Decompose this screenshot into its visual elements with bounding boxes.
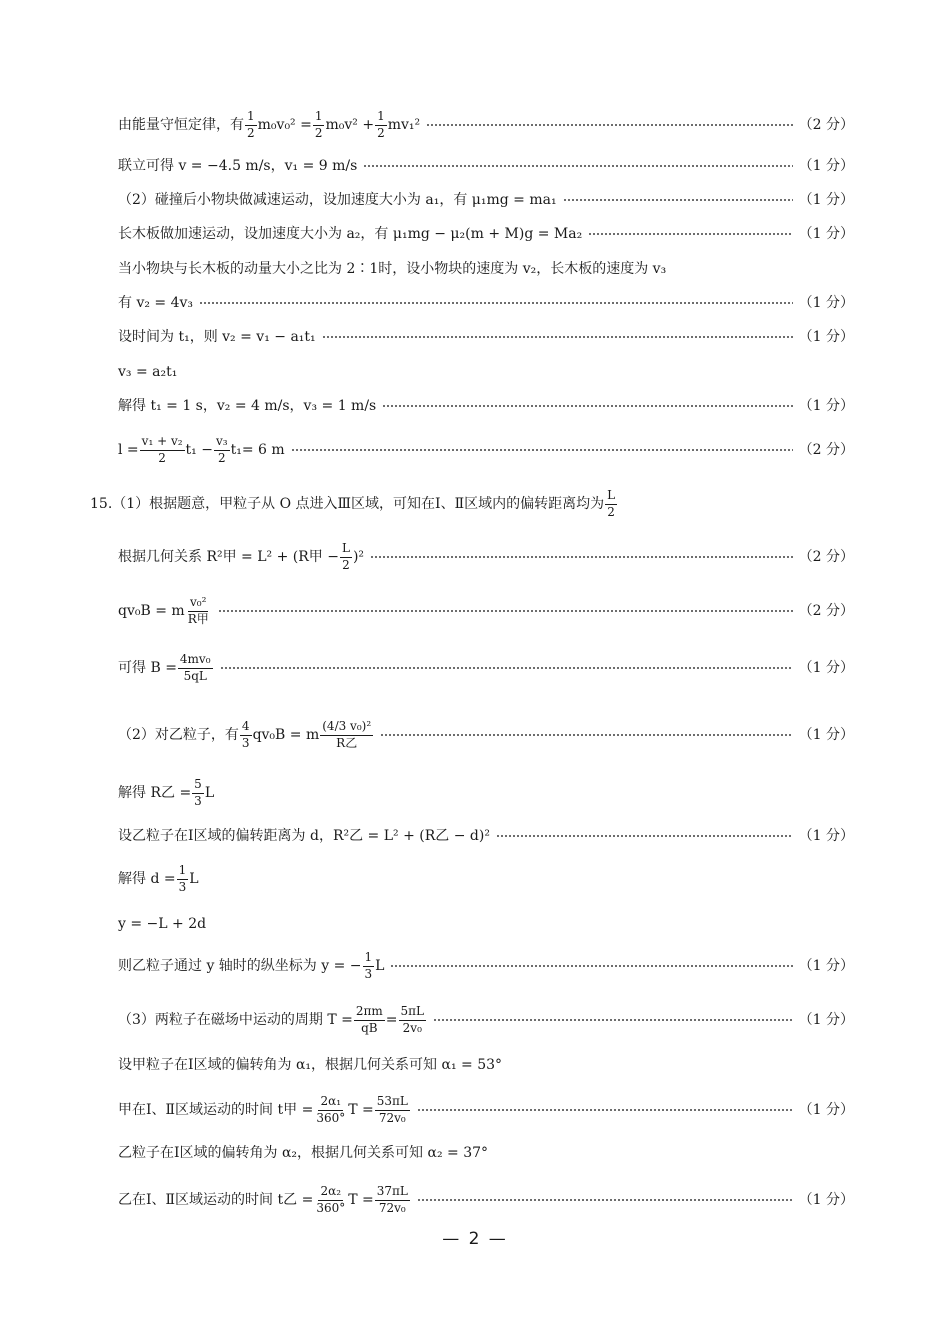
time-line — [118, 329, 854, 345]
dot-leader — [588, 233, 792, 235]
line-text: 由能量守恒定律，有 — [118, 117, 244, 133]
line-text: 联立可得 v = −4.5 m/s，v₁ = 9 m/s — [118, 158, 358, 174]
angle-a-line — [118, 1056, 854, 1074]
angle-b-line — [118, 1144, 854, 1162]
fraction: $\frac{2\pi m}{qB}$ — [355, 1004, 383, 1035]
deflection-line — [118, 864, 854, 894]
dot-leader — [496, 835, 793, 837]
line-text: 有 v₂ = 4v₃ — [118, 295, 194, 311]
solve-line-2 — [118, 398, 854, 414]
term: （2）对乙粒子，有 — [118, 727, 239, 743]
line-text: v₃ = a₂t₁ — [118, 364, 178, 380]
term: 解得 d = — [118, 871, 176, 887]
term: 甲在Ⅰ、Ⅱ区域运动的时间 t甲 = — [118, 1102, 314, 1118]
term: )² — [352, 549, 365, 565]
score-label: （2 分） — [798, 603, 854, 619]
y-coordinate-line — [118, 951, 854, 981]
score-label: （1 分） — [798, 192, 854, 208]
score-label: （2 分） — [798, 117, 854, 133]
dot-leader — [417, 1199, 793, 1201]
fraction: $\frac{L}{2}$ — [607, 488, 616, 519]
v3-line — [118, 364, 854, 380]
term: l = — [118, 442, 139, 458]
dot-leader — [417, 1109, 793, 1111]
term: t₁ − — [185, 442, 213, 458]
particle-b-line — [118, 708, 854, 762]
period-line — [118, 1003, 854, 1037]
dot-leader — [199, 302, 793, 304]
term: 乙在Ⅰ、Ⅱ区域运动的时间 t乙 = — [118, 1192, 314, 1208]
term: 则乙粒子通过 y 轴时的纵坐标为 y = − — [118, 958, 362, 974]
length-line — [118, 435, 854, 465]
fraction: $\frac{\text{2α₂}}{360^\circ}$ — [316, 1184, 346, 1215]
term: L — [204, 785, 215, 801]
fraction: $\frac{37\pi L}{\text{72v₀}}$ — [376, 1184, 408, 1215]
dot-leader — [370, 556, 793, 558]
term: L — [189, 871, 199, 887]
dot-leader — [390, 965, 792, 967]
block-decel-line — [118, 192, 854, 208]
score-label: （1 分） — [798, 1192, 854, 1208]
momentum-ratio-line — [118, 261, 854, 277]
line-text: 长木板做加速运动，设加速度大小为 a₂，有 μ₁mg − μ₂(m + M)g = Ma₂ — [118, 226, 583, 242]
line-text: 设乙粒子在Ⅰ区域的偏转距离为 d，R²乙 = L² + (R乙 − d)² — [118, 828, 490, 844]
energy-conservation-line — [118, 109, 854, 140]
fraction: $\frac{\text{2α₁}}{360^\circ}$ — [316, 1094, 346, 1125]
dot-leader — [322, 336, 793, 338]
line-text: 设甲粒子在Ⅰ区域的偏转角为 α₁，根据几何关系可知 α₁ = 53° — [118, 1057, 503, 1073]
dot-leader — [291, 449, 793, 451]
fraction: $\frac{1}{2}$ — [247, 109, 255, 140]
term: mv₁² — [387, 117, 421, 133]
time-a-line — [118, 1093, 854, 1127]
dot-leader — [563, 199, 793, 201]
term: qv₀B = m — [252, 727, 320, 743]
geometry-line-1 — [118, 542, 854, 572]
fraction: $\frac{1}{2}$ — [314, 109, 323, 140]
line-text: 当小物块与长木板的动量大小之比为 2∶1时，设小物块的速度为 v₂，长木板的速度为 v₃ — [118, 261, 667, 277]
solve-line-1 — [118, 158, 854, 174]
lorentz-line-1 — [118, 593, 854, 629]
score-label: （1 分） — [798, 1102, 854, 1118]
score-label: （2 分） — [798, 442, 854, 458]
board-accel-line — [118, 226, 854, 242]
y-line — [118, 916, 854, 932]
score-label: （1 分） — [798, 295, 854, 311]
dot-leader — [363, 165, 792, 167]
dot-leader — [220, 667, 793, 669]
term: m₀v² + — [325, 117, 375, 133]
score-label: （1 分） — [798, 828, 854, 844]
line-text: （2）碰撞后小物块做减速运动，设加速度大小为 a₁，有 μ₁mg = ma₁ — [118, 192, 557, 208]
term: T = — [348, 1192, 374, 1208]
line-text: 设时间为 t₁，则 v₂ = v₁ − a₁t₁ — [118, 329, 316, 345]
question-15-heading — [90, 488, 854, 520]
score-label: （1 分） — [798, 158, 854, 174]
radius-b-line — [118, 778, 854, 808]
term: 解得 R乙 = — [118, 785, 192, 801]
fraction: $\frac{\text{4mv₀}}{5qL}$ — [179, 652, 211, 683]
fraction: $\frac{1}{3}$ — [178, 863, 187, 894]
fraction: $\frac{\text{v₃}}{2}$ — [215, 434, 228, 465]
geometry-line-2 — [118, 827, 854, 845]
fraction: $\frac{L}{2}$ — [341, 541, 350, 572]
term: m₀v₀² = — [257, 117, 312, 133]
dot-leader — [426, 124, 793, 126]
fraction: $\frac{1}{3}$ — [364, 950, 373, 981]
line-text: 15.（1）根据题意，甲粒子从 O 点进入Ⅲ区域，可知在Ⅰ、Ⅱ区域内的偏转距离均为 — [90, 496, 605, 512]
fraction: $\frac{1}{2}$ — [377, 109, 385, 140]
term: T = — [348, 1102, 374, 1118]
score-label: （1 分） — [798, 398, 854, 414]
score-label: （1 分） — [798, 1012, 854, 1028]
fraction: $\frac{\text{(4/3 v₀)²}}{\text{R乙}}$ — [322, 719, 372, 750]
line-text: y = −L + 2d — [118, 916, 207, 932]
term: t₁ — [230, 442, 242, 458]
fraction: $\frac{5}{3}$ — [194, 777, 202, 808]
dot-leader — [218, 610, 793, 612]
time-b-line — [118, 1182, 854, 1218]
score-label: （1 分） — [798, 958, 854, 974]
score-label: （1 分） — [798, 226, 854, 242]
term: qv₀B = m — [118, 603, 185, 619]
term: 可得 B = — [118, 660, 177, 676]
term: = 6 m — [241, 442, 285, 458]
score-label: （2 分） — [798, 549, 854, 565]
dot-leader — [380, 734, 793, 736]
fraction: $\frac{4}{3}$ — [241, 719, 250, 750]
score-label: （1 分） — [798, 329, 854, 345]
velocity-relation-line — [118, 295, 854, 311]
term: （3）两粒子在磁场中运动的周期 T = — [118, 1012, 353, 1028]
dot-leader — [433, 1019, 793, 1021]
fraction: $\frac{\text{v₀²}}{\text{R甲}}$ — [187, 595, 209, 626]
term: = — [385, 1012, 398, 1028]
field-result-line — [118, 651, 854, 685]
page-number: — 2 — — [442, 1229, 508, 1249]
term: 根据几何关系 R²甲 = L² + (R甲 − — [118, 549, 339, 565]
term: L — [375, 958, 385, 974]
line-text: 乙粒子在Ⅰ区域的偏转角为 α₂，根据几何关系可知 α₂ = 37° — [118, 1145, 489, 1161]
fraction: $\frac{\text{v₁ + v₂}}{2}$ — [141, 434, 183, 465]
line-text: 解得 t₁ = 1 s，v₂ = 4 m/s，v₃ = 1 m/s — [118, 398, 377, 414]
score-label: （1 分） — [798, 660, 854, 676]
fraction: $\frac{5\pi L}{\text{2v₀}}$ — [400, 1004, 425, 1035]
score-label: （1 分） — [798, 727, 854, 743]
fraction: $\frac{53\pi L}{\text{72v₀}}$ — [376, 1094, 408, 1125]
dot-leader — [382, 405, 792, 407]
